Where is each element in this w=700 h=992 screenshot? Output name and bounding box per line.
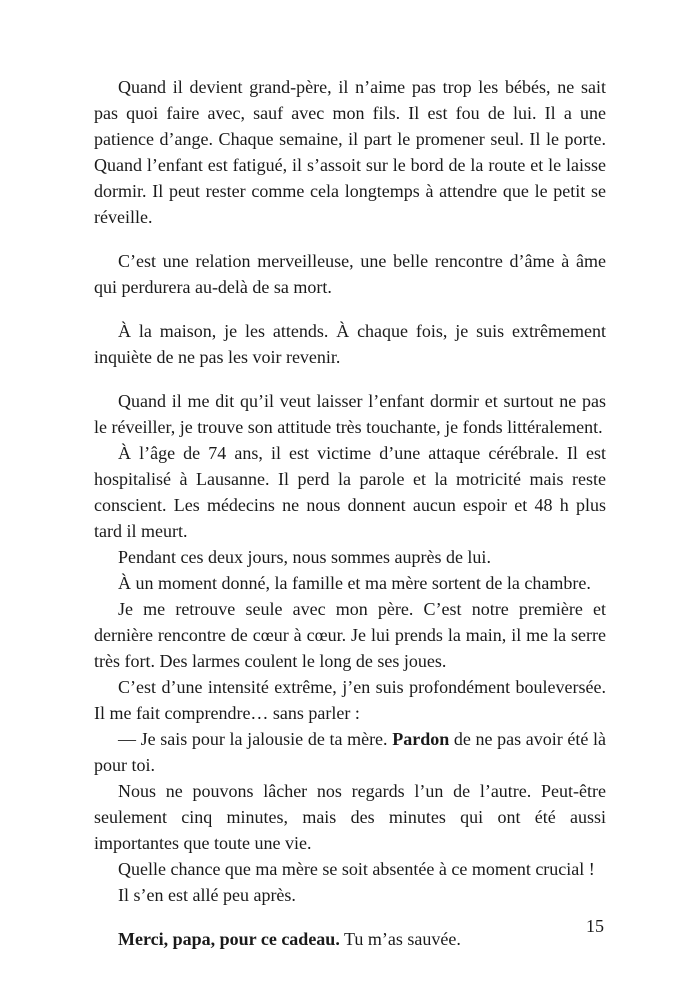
dialogue-text-after: de ne pas avoir été là pour toi. [94,729,606,775]
paragraph-intensity: C’est d’une intensité extrême, j’en suis profondément bouleversée. Il me fait comprendre… sans parler : [94,677,606,723]
paragraph-dialogue [94,726,606,778]
paragraph-grandfather: Quand il devient grand-père, il n’aime pas trop les bébés, ne sait pas quoi faire avec, sauf avec mon fils. Il est fou de lui. Il a une patience d’ange. Chaque semaine, il part le promener seul. Il le porte. Quand l’enfant est fatigué, il s’assoit sur le bord de la route et le laisse dormir. Il peut rester comme cela longtemps à attendre que le petit se réveille. [94,77,606,227]
paragraph-gaze: Nous ne pouvons lâcher nos regards l’un de l’autre. Peut-être seulement cinq minutes, mais des minutes qui ont été aussi importantes que toute une vie. [94,781,606,853]
thanks-bold-text: Merci, papa, pour ce cadeau. [118,929,340,949]
paragraph-touching: Quand il me dit qu’il veut laisser l’enfant dormir et surtout ne pas le réveiller, je trouve son attitude très touchante, je fonds littéralement. [94,391,606,437]
page-number: 15 [586,916,604,936]
paragraph-chance: Quelle chance que ma mère se soit absentée à ce moment crucial ! [118,859,595,879]
paragraph-family-leaves: À un moment donné, la famille et ma mère sortent de la chambre. [118,573,591,593]
paragraph-stroke: À l’âge de 74 ans, il est victime d’une attaque cérébrale. Il est hospitalisé à Lausanne. Il perd la parole et la motricité mais reste conscient. Les médecins ne nous donnent aucun espoir et 48 h plus tard il meurt. [94,443,606,541]
paragraph-thanks [94,926,606,952]
page-body [94,74,606,952]
paragraph-two-days: Pendant ces deux jours, nous sommes auprès de lui. [118,547,491,567]
paragraph-relation: C’est une relation merveilleuse, une belle rencontre d’âme à âme qui perdurera au-delà de sa mort. [94,251,606,297]
paragraph-alone-with-father: Je me retrouve seule avec mon père. C’est notre première et dernière rencontre de cœur à cœur. Je lui prends la main, il me la serre très fort. Des larmes coulent le long de ses joues. [94,599,606,671]
paragraph-waiting: À la maison, je les attends. À chaque fois, je suis extrêmement inquiète de ne pas les voir revenir. [94,321,606,367]
dialogue-text-before: — Je sais pour la jalousie de ta mère. [118,729,393,749]
thanks-text-after: Tu m’as sauvée. [339,929,461,949]
paragraph-passed-away: Il s’en est allé peu après. [118,885,296,905]
dialogue-bold-pardon: Pardon [392,729,450,749]
